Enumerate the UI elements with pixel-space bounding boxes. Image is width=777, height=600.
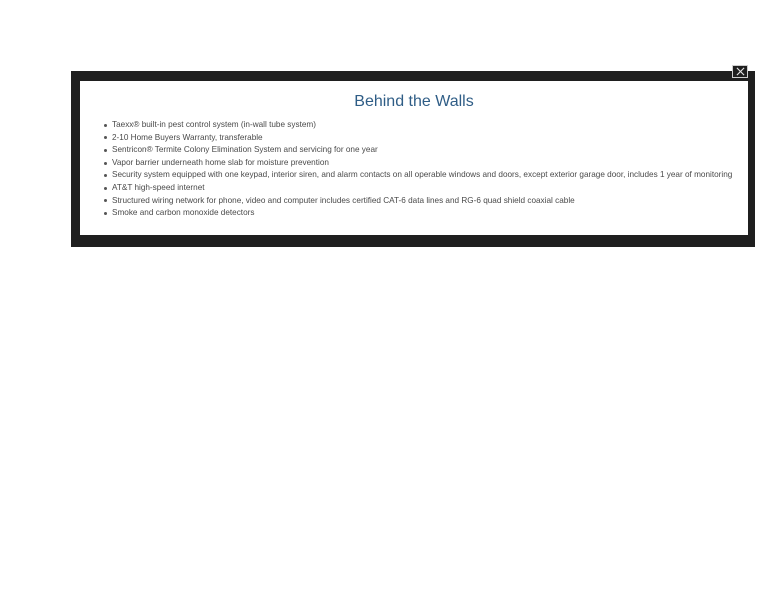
list-item: Vapor barrier underneath home slab for moisture prevention: [112, 157, 748, 170]
modal-overlay-frame: [71, 71, 755, 247]
modal-title: Behind the Walls: [354, 93, 474, 110]
list-item: Smoke and carbon monoxide detectors: [112, 207, 748, 220]
list-item: Security system equipped with one keypad, interior siren, and alarm contacts on all operable windows and doors, except exterior garage door, includes 1 year of monitoring: [112, 169, 748, 182]
list-item: Structured wiring network for phone, video and computer includes certified CAT-6 data lines and RG-6 quad shield coaxial cable: [112, 195, 748, 208]
list-item: 2-10 Home Buyers Warranty, transferable: [112, 132, 748, 145]
list-item: AT&T high-speed internet: [112, 182, 748, 195]
list-item: Taexx® built-in pest control system (in-wall tube system): [112, 119, 748, 132]
modal-panel: [80, 81, 748, 235]
list-item: Sentricon® Termite Colony Elimination System and servicing for one year: [112, 144, 748, 157]
close-icon: [736, 67, 745, 76]
feature-list: [80, 119, 748, 220]
close-button[interactable]: [732, 65, 748, 78]
